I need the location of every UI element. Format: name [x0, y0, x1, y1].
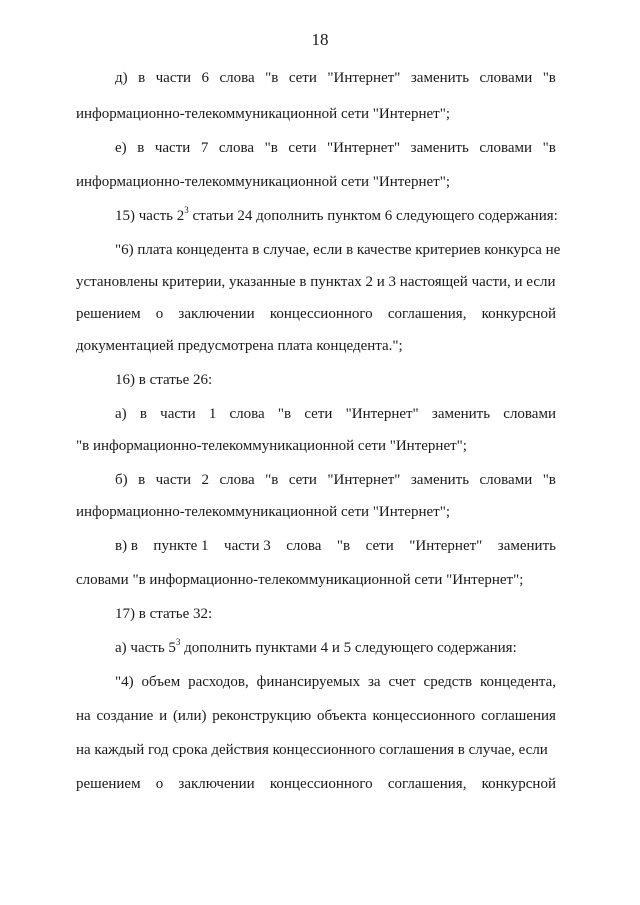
- word: 7: [200, 140, 209, 156]
- word: 1: [208, 406, 217, 422]
- word: словами: [479, 472, 533, 488]
- text-line: [115, 536, 556, 556]
- word: "Интернет": [409, 538, 483, 554]
- text-line: 17) в статье 32:: [115, 606, 213, 622]
- word: (или): [172, 708, 207, 724]
- word: в: [138, 70, 146, 86]
- word: решением: [76, 306, 141, 322]
- word: заменить: [410, 70, 470, 86]
- word: части: [155, 70, 192, 86]
- text-line: информационно-телекоммуникационной сети "Интернет";: [76, 106, 450, 122]
- word: словами: [503, 406, 556, 422]
- word: сети: [288, 140, 317, 156]
- text-fragment: дополнить пунктами 4 и 5 следующего содержания:: [180, 640, 517, 656]
- word: конкурсной: [481, 776, 556, 792]
- word: части 3: [224, 538, 271, 554]
- text-line: информационно-телекоммуникационной сети "Интернет";: [76, 504, 450, 520]
- word: "в: [277, 406, 292, 422]
- word: решением: [76, 776, 141, 792]
- word: соглашения: [481, 708, 556, 724]
- word: пункте 1: [153, 538, 209, 554]
- word: д): [115, 70, 128, 86]
- text-line: [115, 68, 556, 88]
- word: сети: [288, 70, 317, 86]
- word: слова: [219, 472, 255, 488]
- word: "Интернет": [327, 140, 401, 156]
- word: концессионного: [269, 306, 373, 322]
- word: объем: [141, 674, 181, 690]
- word: в: [138, 472, 146, 488]
- word: заменить: [410, 140, 469, 156]
- word: "в: [542, 472, 556, 488]
- word: создание: [96, 708, 154, 724]
- text-line: на каждый год срока действия концессионного соглашения в случае, если: [76, 742, 548, 758]
- word: 2: [201, 472, 210, 488]
- text-line: установлены критерии, указанные в пунктах 2 и 3 настоящей части, и если: [76, 274, 556, 290]
- word: "в: [265, 70, 279, 86]
- word: концессионного: [372, 708, 476, 724]
- text-fragment: а) часть 5: [115, 640, 176, 656]
- text-line: словами "в информационно-телекоммуникационной сети "Интернет";: [76, 572, 524, 588]
- word: слова: [286, 538, 322, 554]
- word: сети: [304, 406, 333, 422]
- word: словами: [479, 140, 533, 156]
- text-line: [76, 304, 556, 324]
- word: средств: [423, 674, 473, 690]
- word: финансируемых: [256, 674, 361, 690]
- word: части: [160, 406, 196, 422]
- text-line: [115, 404, 556, 424]
- word: "Интернет": [327, 472, 401, 488]
- word: 6: [201, 70, 210, 86]
- word: "в: [542, 140, 556, 156]
- word: а): [115, 406, 127, 422]
- word: "в: [264, 140, 278, 156]
- word: и: [159, 708, 168, 724]
- word: за: [368, 674, 381, 690]
- text-line: [76, 774, 556, 794]
- word: счет: [388, 674, 416, 690]
- word: слова: [219, 70, 255, 86]
- superscript: 3: [184, 205, 189, 215]
- word: объекта: [317, 708, 367, 724]
- superscript: 3: [175, 637, 181, 647]
- text-line: информационно-телекоммуникационной сети "Интернет";: [76, 174, 450, 190]
- word: расходов,: [188, 674, 249, 690]
- word: в: [139, 406, 147, 422]
- text-line: [115, 206, 556, 226]
- word: б): [115, 472, 128, 488]
- word: реконструкцию: [212, 708, 312, 724]
- word: части: [154, 140, 191, 156]
- word: "Интернет": [327, 70, 401, 86]
- text-line: 16) в статье 26:: [115, 372, 213, 388]
- text-line: "в информационно-телекоммуникационной сети "Интернет";: [76, 438, 467, 454]
- word: заменить: [431, 406, 491, 422]
- word: "4): [115, 674, 134, 690]
- word: о: [155, 776, 164, 792]
- word: части: [155, 472, 192, 488]
- text-fragment: статьи 24 дополнить пунктом 6 следующего содержания:: [188, 208, 558, 224]
- text-fragment: "6) плата концедента в случае, если в качестве критериев конкурса не: [115, 242, 561, 258]
- text-line: документацией предусмотрена плата концедента.";: [76, 338, 403, 354]
- word: на: [76, 708, 91, 724]
- word: е): [115, 140, 127, 156]
- word: "Интернет": [345, 406, 419, 422]
- word: заменить: [497, 538, 556, 554]
- word: словами: [479, 70, 533, 86]
- word: концессионного: [269, 776, 373, 792]
- word: "в: [265, 472, 279, 488]
- text-line: [115, 138, 556, 158]
- word: "в: [336, 538, 351, 554]
- word: слова: [229, 406, 265, 422]
- page-number: 18: [311, 30, 329, 49]
- word: в: [137, 140, 145, 156]
- text-line: [115, 240, 561, 260]
- word: заменить: [410, 472, 470, 488]
- word: сети: [288, 472, 317, 488]
- text-line: [115, 470, 556, 490]
- word: "в: [542, 70, 556, 86]
- word: заключении: [178, 776, 255, 792]
- word: в) в: [115, 538, 138, 554]
- word: сети: [365, 538, 394, 554]
- word: концедента,: [479, 674, 556, 690]
- word: соглашения,: [387, 776, 467, 792]
- text-line: [115, 672, 556, 692]
- word: о: [155, 306, 164, 322]
- word: соглашения,: [387, 306, 467, 322]
- word: конкурсной: [481, 306, 556, 322]
- text-line: [76, 706, 556, 726]
- text-fragment: 15) часть 2: [115, 208, 185, 224]
- word: заключении: [178, 306, 255, 322]
- word: слова: [218, 140, 255, 156]
- text-line: [115, 638, 556, 658]
